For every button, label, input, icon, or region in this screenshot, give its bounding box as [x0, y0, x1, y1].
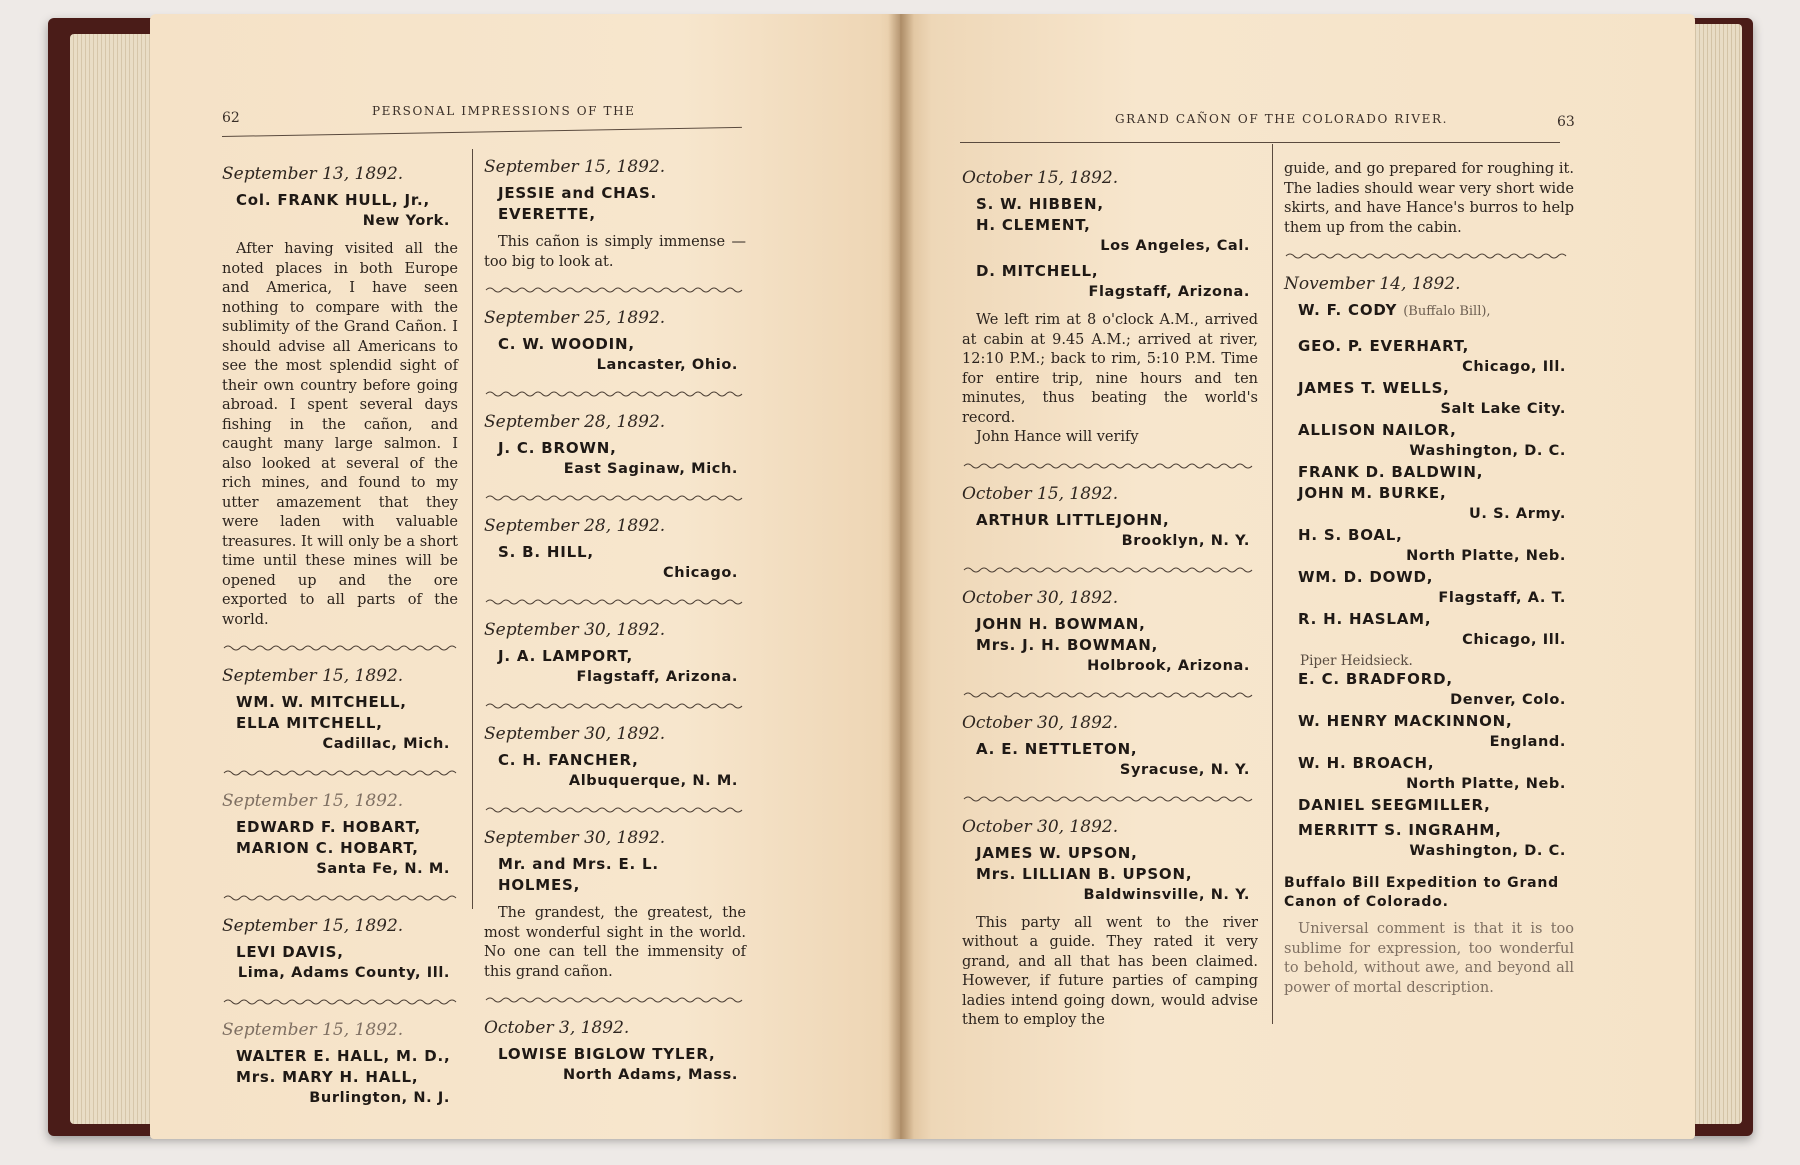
entry-name: S. W. HIBBEN, — [976, 195, 1104, 213]
entry-place: Lima, Adams County, Ill. — [237, 965, 450, 981]
entry-place: Burlington, N. J. — [309, 1090, 450, 1106]
entry-place: Santa Fe, N. M. — [316, 861, 450, 877]
entry-date: October 3, 1892. — [484, 1018, 630, 1038]
cody-name: W. F. CODY — [1298, 301, 1398, 319]
entry-name: MERRITT S. INGRAHM, — [1298, 821, 1502, 839]
entry — [484, 157, 746, 272]
entry-date: September 30, 1892. — [484, 620, 666, 640]
entry-name: WALTER E. HALL, M. D., — [236, 1047, 451, 1065]
entry-name: ELLA MITCHELL, — [236, 714, 383, 732]
entry-place: Albuquerque, N. M. — [568, 773, 738, 789]
entry-text: This cañon is simply immense — too big to look at. — [484, 234, 746, 270]
entry — [484, 1018, 746, 1086]
wavy-divider — [962, 691, 1258, 699]
entry — [962, 168, 1258, 448]
wavy-divider — [222, 894, 458, 902]
wavy-divider — [484, 806, 746, 814]
entry-place: Holbrook, Arizona. — [1087, 657, 1250, 674]
entry-name: DANIEL SEEGMILLER, — [1298, 796, 1491, 814]
entry-name: Mrs. MARY H. HALL, — [236, 1068, 419, 1086]
entry-place: Cadillac, Mich. — [322, 736, 450, 752]
entry-place: East Saginaw, Mich. — [563, 461, 738, 477]
header-rule — [222, 127, 742, 137]
entry — [222, 1020, 458, 1109]
wavy-divider — [1284, 252, 1574, 260]
entry-date: October 15, 1892. — [962, 483, 1119, 504]
wavy-divider — [484, 996, 746, 1004]
entry-date: September 28, 1892. — [484, 516, 666, 536]
entry-name: H. S. BOAL, — [1298, 526, 1403, 544]
entry-name: FRANK D. BALDWIN, — [1298, 463, 1484, 481]
page-number: 63 — [1557, 114, 1575, 130]
left-column-1 — [222, 164, 458, 1109]
entry-date: September 15, 1892. — [222, 1020, 404, 1040]
entry — [962, 713, 1258, 781]
wavy-divider — [484, 702, 746, 710]
entry-place: New York. — [362, 213, 450, 229]
entry — [222, 164, 458, 630]
entry-place: North Platte, Neb. — [1406, 548, 1566, 564]
entry-name — [1298, 300, 1574, 322]
spine-shadow — [888, 14, 914, 1139]
entry-date: October 30, 1892. — [962, 587, 1119, 608]
entry — [484, 724, 746, 792]
entry-name: J. A. LAMPORT, — [498, 647, 634, 665]
entry-name: JOHN H. BOWMAN, — [976, 614, 1146, 633]
entry-place: Brooklyn, N. Y. — [1121, 532, 1250, 549]
entry-name: C. H. FANCHER, — [498, 751, 639, 769]
column-divider — [472, 149, 473, 909]
continued-text: guide, and go prepared for roughing it. The ladies should wear very short wide skirts, and have Hance's burros to help them up from the cabin. — [1284, 161, 1574, 236]
entry-name: ALLISON NAILOR, — [1298, 421, 1457, 439]
entry-place: North Platte, Neb. — [1406, 776, 1566, 792]
entry-name: JAMES W. UPSON, — [976, 843, 1138, 862]
entry-date: October 15, 1892. — [962, 168, 1119, 188]
entry-name: JOHN M. BURKE, — [1298, 484, 1447, 502]
wavy-divider — [962, 795, 1258, 803]
entry-date: September 15, 1892. — [222, 916, 404, 936]
entry-name: D. MITCHELL, — [976, 262, 1099, 280]
entry-name: J. C. BROWN, — [498, 439, 617, 457]
running-header: GRAND CAÑON OF THE COLORADO RIVER. — [1115, 112, 1448, 126]
entry-place: Chicago, Ill. — [1462, 359, 1566, 375]
entry-name: E. C. BRADFORD, — [1298, 670, 1453, 688]
entry-place: Flagstaff, Arizona. — [1088, 284, 1250, 300]
right-page — [900, 14, 1695, 1139]
entry-text: We left rim at 8 o'clock A.M., arrived at cabin at 9.45 A.M.; arrived at river, 12:10 P.M.; back to rim, 5:10 P.M. Time for entire trip, nine hours and ten minutes, thus beating the world's record. — [962, 312, 1258, 426]
entry-place: Syracuse, N. Y. — [1119, 761, 1250, 778]
entry-date: September 15, 1892. — [222, 791, 404, 811]
entry-place: Flagstaff, A. T. — [1438, 590, 1566, 606]
entry — [484, 828, 746, 982]
entry-date: September 28, 1892. — [484, 412, 666, 432]
entry-name: JAMES T. WELLS, — [1298, 379, 1450, 397]
entry-place: North Adams, Mass. — [562, 1067, 738, 1083]
entry-place: Washington, D. C. — [1409, 843, 1566, 859]
entry — [484, 620, 746, 688]
wavy-divider — [962, 462, 1258, 470]
entry — [484, 308, 746, 376]
entry — [962, 817, 1258, 1031]
entry — [484, 516, 746, 584]
entry-text: The grandest, the greatest, the most wonderful sight in the world. No one can tell the immensity of this grand cañon. — [484, 905, 746, 980]
entry-date: September 15, 1892. — [222, 666, 404, 686]
entry — [222, 666, 458, 755]
entry-note: Piper Heidsieck. — [1300, 653, 1413, 669]
wavy-divider — [222, 998, 458, 1006]
entry-date: October 30, 1892. — [962, 816, 1119, 837]
right-column-1 — [962, 168, 1258, 1031]
wavy-divider — [484, 390, 746, 398]
entry-place: Lancaster, Ohio. — [596, 357, 738, 373]
entry-name: WM. W. MITCHELL, — [236, 693, 407, 711]
entry-name: EDWARD F. HOBART, — [236, 818, 421, 836]
entry-place: Denver, Colo. — [1450, 692, 1566, 708]
entry-name: Mr. and Mrs. E. L. HOLMES, — [498, 855, 659, 894]
right-column-2 — [1284, 160, 1574, 998]
left-page — [150, 14, 910, 1139]
entry-name: ARTHUR LITTLEJOHN, — [976, 510, 1170, 529]
entry-date: September 25, 1892. — [484, 308, 666, 328]
entry-name: W. H. BROACH, — [1298, 754, 1435, 772]
entry-name: LEVI DAVIS, — [236, 943, 344, 961]
entry-place: Chicago, Ill. — [1462, 632, 1566, 648]
header-rule — [960, 142, 1560, 143]
entry-name: Col. FRANK HULL, Jr., — [236, 191, 430, 209]
cody-note: (Buffalo Bill), — [1403, 304, 1491, 319]
entry-name: Mrs. J. H. BOWMAN, — [976, 635, 1159, 654]
entry-name: GEO. P. EVERHART, — [1298, 337, 1470, 355]
entry-text: After having visited all the noted places in both Europe and America, I have seen nothing to compare with the sublimity of the Grand Cañon. I should advise all Americans to see the most splendid sight of their own country before going abroad. I spent several days fishing in the cañon, and caught many large salmon. I also looked at several of the rich mines, and found to my utter amazement that they were laden with valuable treasures. It will only be a short time until these mines will be opened up and the ore exported to all parts of the world. — [222, 241, 458, 628]
entry-name: C. W. WOODIN, — [498, 335, 635, 353]
wavy-divider — [222, 644, 458, 652]
wavy-divider — [962, 566, 1258, 574]
entry-name: R. H. HASLAM, — [1298, 610, 1432, 628]
entry-date: September 13, 1892. — [222, 164, 404, 184]
wavy-divider — [222, 769, 458, 777]
entry-place: Salt Lake City. — [1440, 401, 1566, 417]
entry-name: Mrs. LILLIAN B. UPSON, — [976, 864, 1193, 883]
entry-place: Chicago. — [663, 565, 738, 581]
column-divider — [1272, 144, 1273, 1024]
left-column-2 — [484, 157, 746, 1086]
entry-text: John Hance will verify — [976, 429, 1139, 445]
entry-place: Los Angeles, Cal. — [1100, 238, 1250, 254]
entry-date: September 15, 1892. — [484, 157, 666, 177]
entry-place: U. S. Army. — [1468, 506, 1566, 522]
entry-name: WM. D. DOWD, — [1298, 568, 1434, 586]
entry — [222, 791, 458, 880]
entry-place: Washington, D. C. — [1409, 443, 1566, 459]
entry — [222, 916, 458, 984]
entry-place: Flagstaff, Arizona. — [576, 669, 738, 685]
entry — [484, 412, 746, 480]
entry-date: September 30, 1892. — [484, 724, 666, 744]
entry-name: JESSIE and CHAS. EVERETTE, — [498, 184, 658, 223]
entry — [962, 588, 1258, 677]
entry-name: LOWISE BIGLOW TYLER, — [498, 1045, 716, 1063]
page-number: 62 — [222, 110, 240, 126]
entry — [962, 484, 1258, 552]
entry-text: Universal comment is that it is too sublime for expression, too wonderful to behold, without awe, and beyond all power of mortal description. — [1284, 921, 1574, 996]
entry-name: A. E. NETTLETON, — [976, 739, 1138, 758]
entry-date: September 30, 1892. — [484, 828, 666, 848]
entry-place: Baldwinsville, N. Y. — [1083, 886, 1250, 903]
entry-name: MARION C. HOBART, — [236, 839, 419, 857]
entry-date: October 30, 1892. — [962, 712, 1119, 733]
wavy-divider — [484, 494, 746, 502]
entry-place: England. — [1489, 734, 1566, 750]
running-header: PERSONAL IMPRESSIONS OF THE — [372, 104, 636, 118]
entry-name: S. B. HILL, — [498, 543, 594, 561]
entry-name: H. CLEMENT, — [976, 216, 1091, 234]
wavy-divider — [484, 286, 746, 294]
expedition-title: Buffalo Bill Expedition to Grand Canon of Colorado. — [1284, 875, 1559, 910]
wavy-divider — [484, 598, 746, 606]
entry-text: This party all went to the river without a guide. They rated it very grand, and all that has been claimed. However, if future parties of camping ladies intend going down, would advise them to employ the — [962, 914, 1258, 1028]
entry-name: W. HENRY MACKINNON, — [1298, 712, 1513, 730]
entry-date: November 14, 1892. — [1284, 274, 1461, 294]
